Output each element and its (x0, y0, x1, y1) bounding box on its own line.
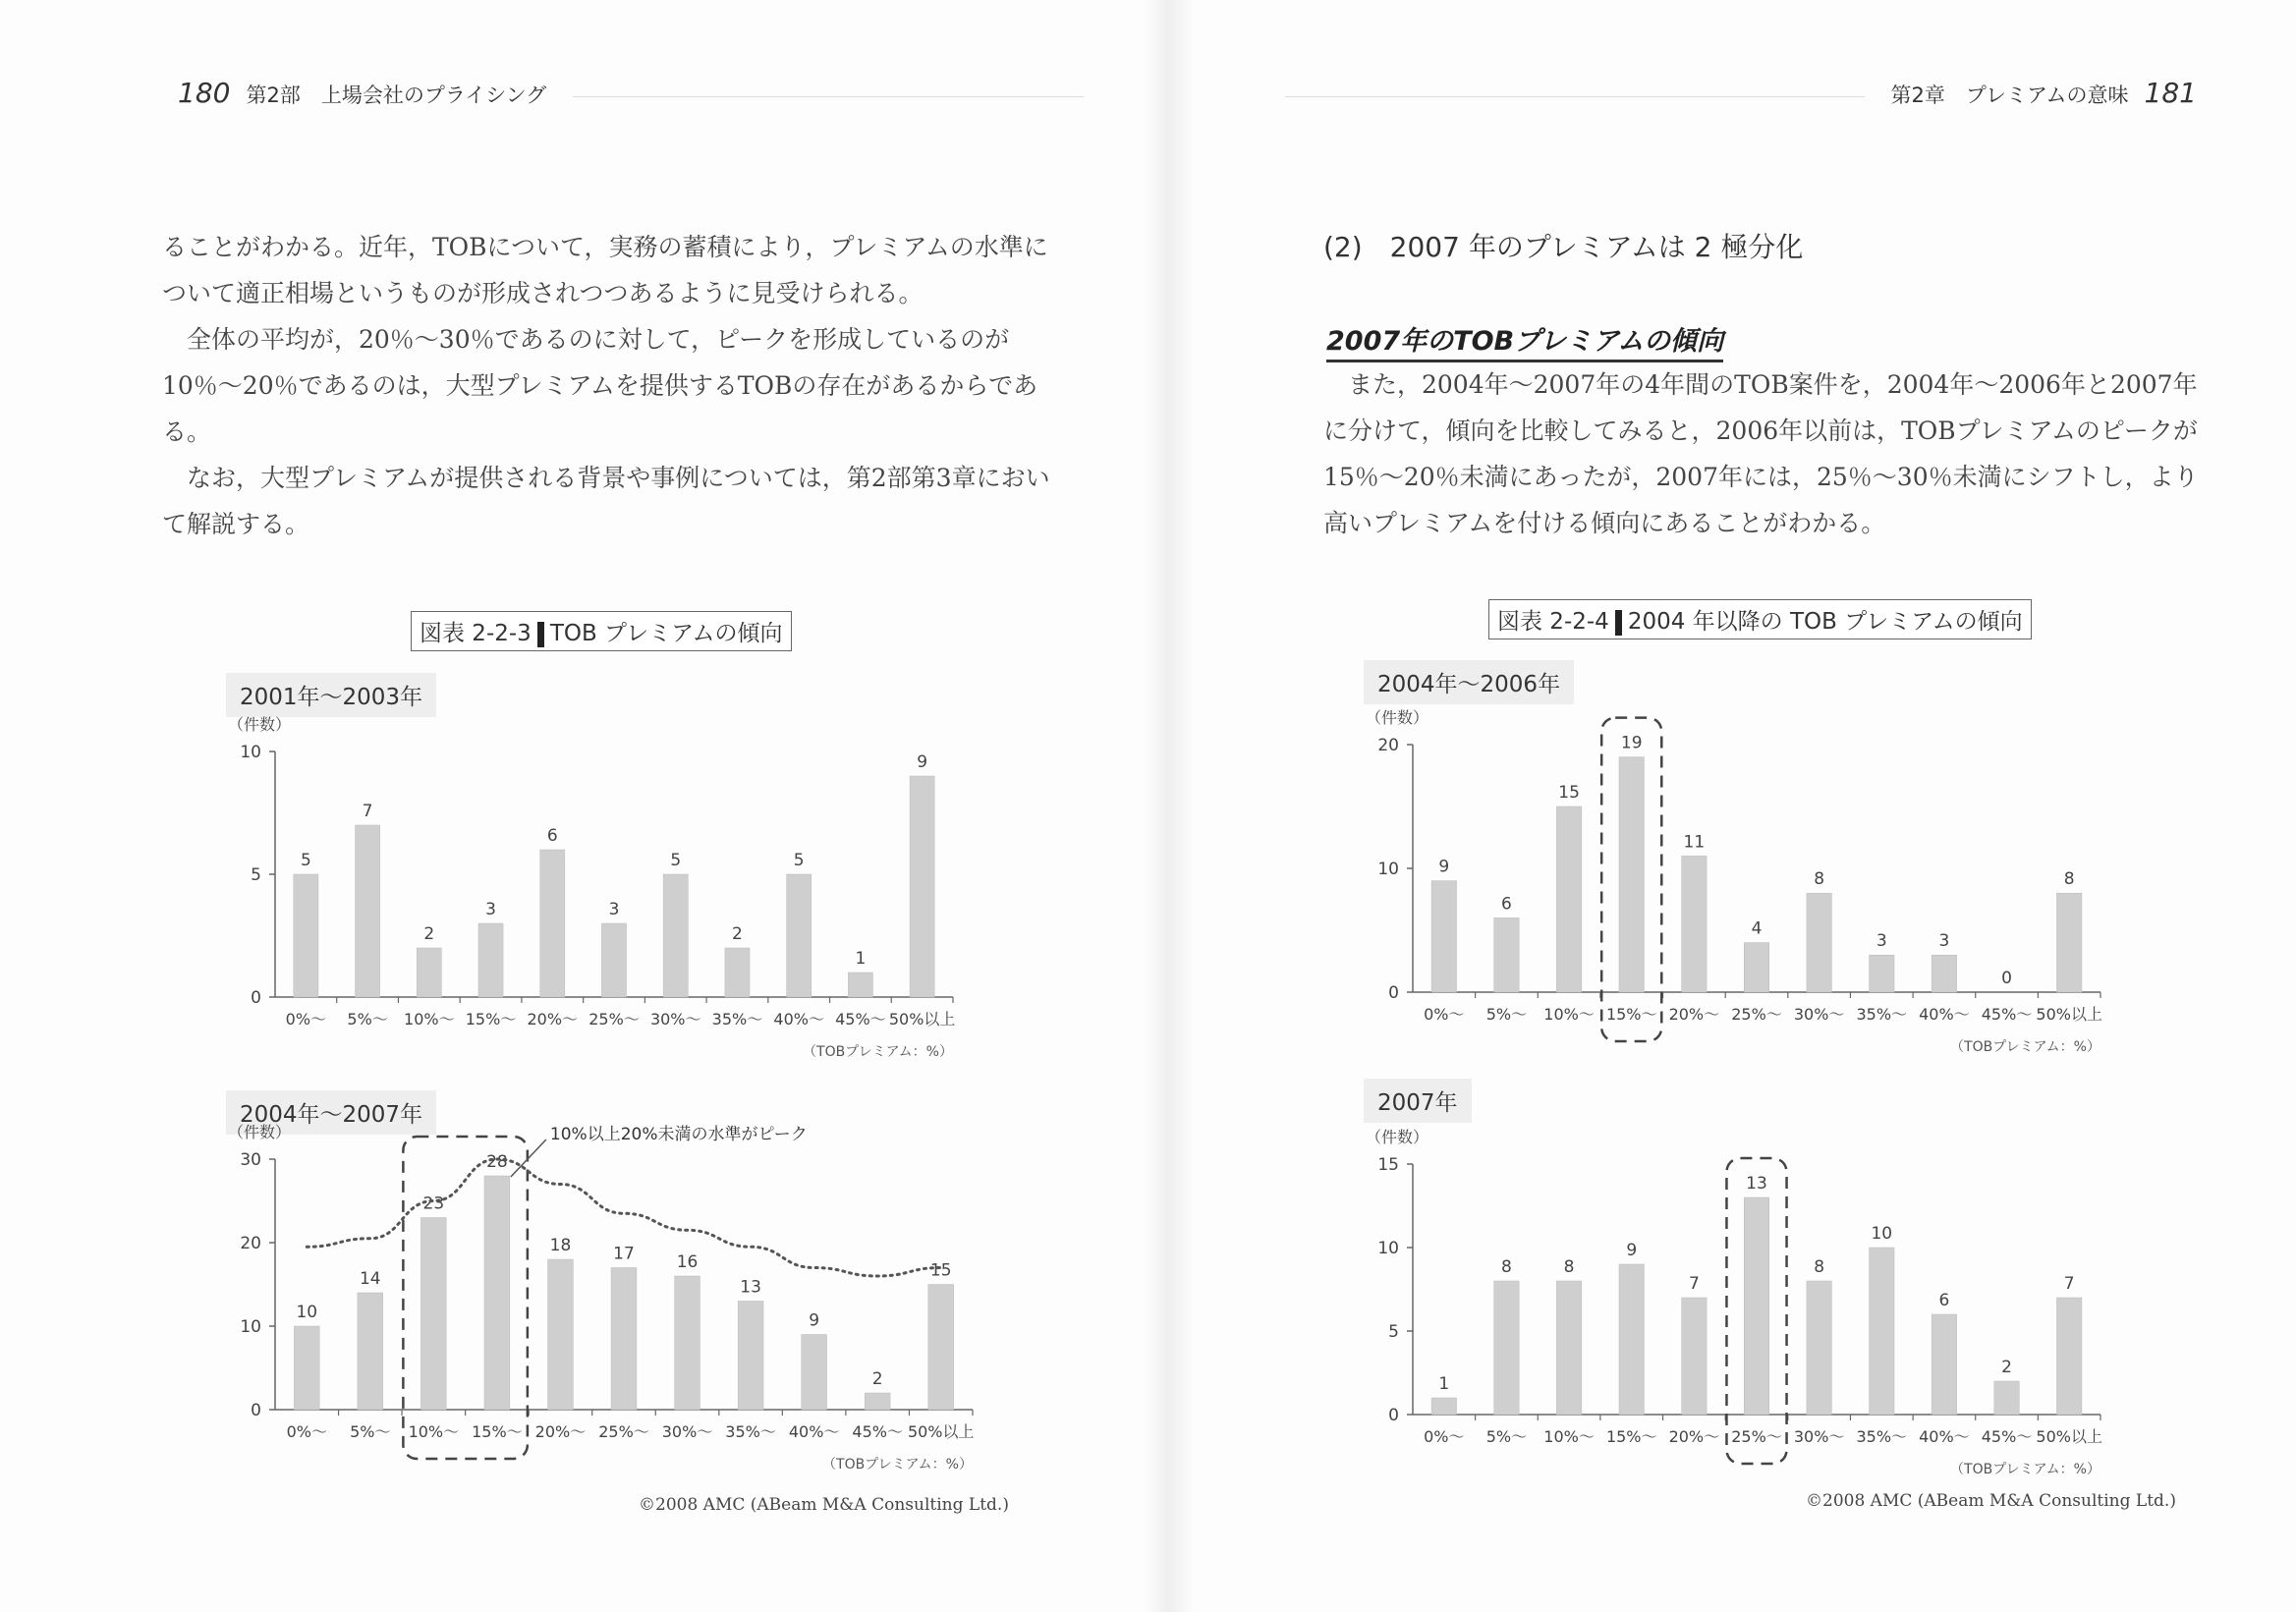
bar (1807, 1281, 1831, 1415)
bar-value-label: 3 (608, 900, 620, 919)
x-category-label: 40%～ (1919, 1427, 1970, 1446)
sub-heading: 2007年のTOBプレミアムの傾向 (1326, 319, 1723, 362)
bar (294, 1326, 319, 1410)
x-category-label: 15%～ (1605, 1005, 1657, 1024)
x-category-label: 25%～ (598, 1422, 649, 1441)
y-tick-label: 0 (251, 1401, 261, 1420)
bar (675, 1276, 700, 1410)
x-category-label: 25%～ (1731, 1427, 1782, 1446)
bar-value-label: 28 (486, 1152, 508, 1172)
x-category-label: 30%～ (1793, 1005, 1845, 1024)
bar-value-label: 18 (549, 1236, 572, 1255)
bar (928, 1285, 954, 1411)
y-axis-label: （件数） (1366, 1128, 1429, 1146)
bar (787, 874, 812, 997)
left-running-head-text: 第2部 上場会社のプライシング (246, 83, 547, 107)
bar (484, 1176, 510, 1410)
right-copyright: ©2008 AMC (ABeam M&A Consulting Ltd.) (1806, 1491, 2176, 1511)
x-category-label: 40%～ (773, 1010, 824, 1028)
bar (1932, 955, 1956, 992)
x-category-label: 10%～ (1543, 1005, 1595, 1024)
bar-value-label: 1 (855, 949, 867, 969)
chart-2001-2003 (206, 715, 992, 1066)
x-category-label: 0%～ (1424, 1005, 1465, 1024)
bar-value-label: 6 (1501, 894, 1512, 915)
bar-value-label: 9 (1438, 857, 1450, 877)
y-tick-label: 10 (1377, 1239, 1399, 1258)
right-page (1169, 0, 2296, 1612)
chart-2004-2007-label: 2004年～2007年 (226, 1090, 436, 1135)
x-category-label: 15%～ (472, 1422, 523, 1441)
x-category-label: 5%～ (347, 1010, 388, 1028)
bar-value-label: 7 (2063, 1274, 2075, 1294)
y-tick-label: 10 (240, 743, 261, 762)
left-page-number: 180 (178, 77, 231, 109)
bar (1870, 955, 1894, 992)
bar-value-label: 9 (917, 752, 928, 772)
y-tick-label: 0 (1388, 1406, 1399, 1425)
y-tick-label: 5 (251, 865, 261, 885)
x-category-label: 5%～ (350, 1422, 391, 1441)
chart-2004-2006 (1344, 708, 2130, 1056)
y-tick-label: 30 (240, 1150, 261, 1170)
y-tick-label: 10 (240, 1317, 261, 1337)
x-category-label: 45%～ (835, 1010, 886, 1028)
y-tick-label: 15 (1377, 1155, 1399, 1175)
bar (802, 1335, 827, 1411)
y-axis-label: （件数） (228, 1123, 292, 1141)
figure-2-2-3-title: TOB プレミアムの傾向 (549, 621, 783, 646)
bar (358, 1293, 383, 1410)
bar-value-label: 10 (1871, 1224, 1893, 1244)
x-category-label: 20%～ (1668, 1005, 1720, 1024)
x-axis-label: （TOBプレミアム：%） (822, 1457, 973, 1473)
bar (417, 948, 441, 997)
x-category-label: 50%以上 (907, 1422, 975, 1441)
x-category-label: 25%～ (1731, 1005, 1782, 1024)
bar (540, 850, 565, 997)
bar (1556, 806, 1581, 992)
figure-2-2-3-number: 図表 2-2-3 (420, 621, 532, 646)
bar (865, 1393, 890, 1410)
caption-divider (1615, 610, 1622, 636)
bar-value-label: 2 (2001, 1358, 2012, 1377)
bar-value-label: 17 (613, 1244, 635, 1264)
bar-value-label: 7 (362, 802, 373, 821)
left-paragraph-2: 全体の平均が，20％～30％であるのに対して，ピークを形成しているのが10％～20％であるのは，大型プレミアムを提供するTOBの存在があるからである。 (162, 325, 1038, 446)
x-category-label: 35%～ (711, 1010, 763, 1028)
bar (1494, 917, 1519, 992)
figure-2-2-3-caption (411, 611, 792, 651)
bar-value-label: 6 (546, 826, 558, 846)
bar (1556, 1281, 1581, 1415)
bar-value-label: 10 (296, 1303, 318, 1322)
chart-2004-2007 (206, 1123, 1022, 1473)
x-category-label: 25%～ (588, 1010, 640, 1028)
bar-value-label: 15 (1558, 783, 1580, 803)
bar-value-label: 23 (422, 1194, 445, 1214)
bar-value-label: 3 (1876, 931, 1887, 952)
x-category-label: 15%～ (465, 1010, 517, 1028)
section-heading: (2) 2007 年のプレミアムは 2 極分化 (1323, 231, 1804, 263)
bar-value-label: 1 (1438, 1374, 1450, 1394)
caption-divider (537, 622, 544, 647)
bar (356, 825, 380, 997)
left-head-rule (573, 96, 1084, 97)
bar (1619, 1264, 1644, 1415)
x-category-label: 35%～ (1856, 1427, 1908, 1446)
bar (910, 776, 934, 997)
bar (1994, 1381, 2019, 1415)
bar (1682, 856, 1707, 992)
bar (1744, 943, 1768, 992)
x-category-label: 45%～ (1981, 1005, 2033, 1024)
y-tick-label: 0 (1388, 983, 1399, 1003)
figure-2-2-4-number: 図表 2-2-4 (1497, 609, 1609, 635)
x-axis-label: （TOBプレミアム：%） (1950, 1039, 2100, 1055)
bar (848, 973, 872, 997)
bar-value-label: 7 (1688, 1274, 1700, 1294)
bar-value-label: 9 (1626, 1241, 1638, 1260)
x-category-label: 20%～ (534, 1422, 587, 1441)
bar-value-label: 13 (1746, 1174, 1767, 1194)
right-head-rule (1285, 96, 1865, 97)
bar-value-label: 5 (670, 851, 682, 870)
bar-value-label: 5 (793, 851, 805, 870)
chart-2007-label: 2007年 (1364, 1079, 1472, 1123)
x-category-label: 50%以上 (2036, 1427, 2102, 1446)
bar (1807, 893, 1831, 992)
bar-value-label: 8 (1814, 869, 1825, 890)
bar (1744, 1197, 1768, 1415)
bar-value-label: 13 (740, 1277, 761, 1298)
x-category-label: 40%～ (1919, 1005, 1970, 1024)
bar (663, 874, 688, 997)
x-category-label: 5%～ (1485, 1005, 1528, 1024)
left-body-text (162, 224, 1051, 547)
x-category-label: 45%～ (852, 1422, 903, 1441)
x-category-label: 20%～ (1668, 1427, 1720, 1446)
bar (1431, 1398, 1456, 1415)
bar (1619, 757, 1644, 992)
x-category-label: 50%以上 (888, 1010, 956, 1028)
right-running-head (1285, 77, 2212, 109)
bar-value-label: 15 (929, 1260, 952, 1281)
bar-value-label: 2 (871, 1369, 883, 1389)
bar (548, 1259, 574, 1410)
bar (294, 874, 318, 997)
y-tick-label: 20 (240, 1234, 261, 1253)
x-category-label: 15%～ (1605, 1427, 1657, 1446)
y-tick-label: 0 (251, 988, 261, 1008)
bar (1932, 1314, 1956, 1415)
figure-2-2-4-title: 2004 年以降の TOB プレミアムの傾向 (1627, 609, 2023, 635)
bar-value-label: 8 (1814, 1257, 1825, 1277)
bar (1431, 881, 1456, 992)
y-tick-label: 20 (1377, 736, 1399, 755)
bar-value-label: 9 (809, 1310, 820, 1331)
x-category-label: 45%～ (1981, 1427, 2033, 1446)
x-category-label: 10%～ (1543, 1427, 1595, 1446)
chart-2001-2003-label: 2001年～2003年 (226, 673, 436, 717)
left-copyright: ©2008 AMC (ABeam M&A Consulting Ltd.) (639, 1495, 1009, 1515)
x-category-label: 10%～ (404, 1010, 455, 1028)
bar-value-label: 11 (1683, 832, 1706, 853)
right-paragraph-1: また，2004年～2007年の4年間のTOB案件を，2004年～2006年と2007年に分けて，傾向を比較してみると，2006年以前は，TOBプレミアムのピークが15％～20％未満にあったが，2007年には，25％～30％未満にシフトし，より高いプレミアムを付ける傾向にあることがわかる。 (1323, 370, 2199, 537)
bar-value-label: 8 (1563, 1257, 1575, 1277)
left-paragraph-1: ることがわかる。近年，TOBについて，実務の蓄積により，プレミアムの水準について適正相場というものが形成されつつあるように見受けられる。 (162, 233, 1048, 307)
bar-value-label: 4 (1751, 918, 1763, 939)
bar-value-label: 0 (2001, 969, 2012, 988)
x-category-label: 30%～ (649, 1010, 701, 1028)
left-paragraph-3: なお，大型プレミアムが提供される背景や事例については，第2部第3章において解説する。 (162, 464, 1050, 538)
bar-value-label: 5 (300, 851, 311, 870)
bar (478, 923, 503, 997)
bar-value-label: 14 (359, 1269, 381, 1289)
x-category-label: 35%～ (1856, 1005, 1908, 1024)
figure-2-2-4-caption (1488, 599, 2032, 639)
x-category-label: 0%～ (285, 1010, 327, 1028)
y-tick-label: 5 (1388, 1322, 1399, 1342)
bar (738, 1302, 763, 1411)
x-category-label: 30%～ (661, 1422, 713, 1441)
x-category-label: 5%～ (1485, 1427, 1528, 1446)
bar (611, 1268, 637, 1411)
bar (1682, 1298, 1707, 1415)
bar-value-label: 6 (1938, 1291, 1950, 1310)
chart-2007 (1344, 1128, 2130, 1477)
x-category-label: 10%～ (408, 1422, 460, 1441)
x-category-label: 0%～ (286, 1422, 327, 1441)
bar (2056, 1298, 2081, 1415)
bar-value-label: 3 (485, 900, 496, 919)
bar-value-label: 8 (1501, 1257, 1512, 1277)
bar (1870, 1248, 1894, 1415)
y-axis-label: （件数） (228, 715, 292, 734)
bar-value-label: 8 (2063, 869, 2075, 890)
right-body-text (1323, 361, 2212, 546)
bar (2056, 893, 2081, 992)
left-running-head (162, 77, 1084, 109)
bar (1494, 1281, 1519, 1415)
x-category-label: 40%～ (788, 1422, 840, 1441)
bar-value-label: 19 (1620, 733, 1643, 753)
x-category-label: 0%～ (1424, 1427, 1465, 1446)
right-running-head-text: 第2章 プレミアムの意味 (1890, 83, 2129, 107)
right-page-number: 181 (2144, 77, 2197, 109)
bar (601, 923, 626, 997)
x-axis-label: （TOBプレミアム：%） (803, 1044, 953, 1060)
bar-value-label: 3 (1938, 931, 1950, 952)
x-category-label: 35%～ (725, 1422, 776, 1441)
y-tick-label: 10 (1377, 860, 1399, 879)
x-category-label: 30%～ (1793, 1427, 1845, 1446)
peak-annotation: 10%以上20%未満の水準がピーク (549, 1125, 808, 1144)
bar (420, 1218, 446, 1411)
bar-value-label: 16 (676, 1252, 699, 1272)
bar-value-label: 2 (423, 924, 435, 944)
x-category-label: 50%以上 (2036, 1005, 2102, 1024)
x-axis-label: （TOBプレミアム：%） (1950, 1462, 2100, 1477)
bar (725, 948, 750, 997)
chart-2004-2006-label: 2004年～2006年 (1364, 660, 1574, 704)
bar-value-label: 2 (732, 924, 743, 944)
x-category-label: 20%～ (527, 1010, 579, 1028)
y-axis-label: （件数） (1366, 708, 1429, 727)
